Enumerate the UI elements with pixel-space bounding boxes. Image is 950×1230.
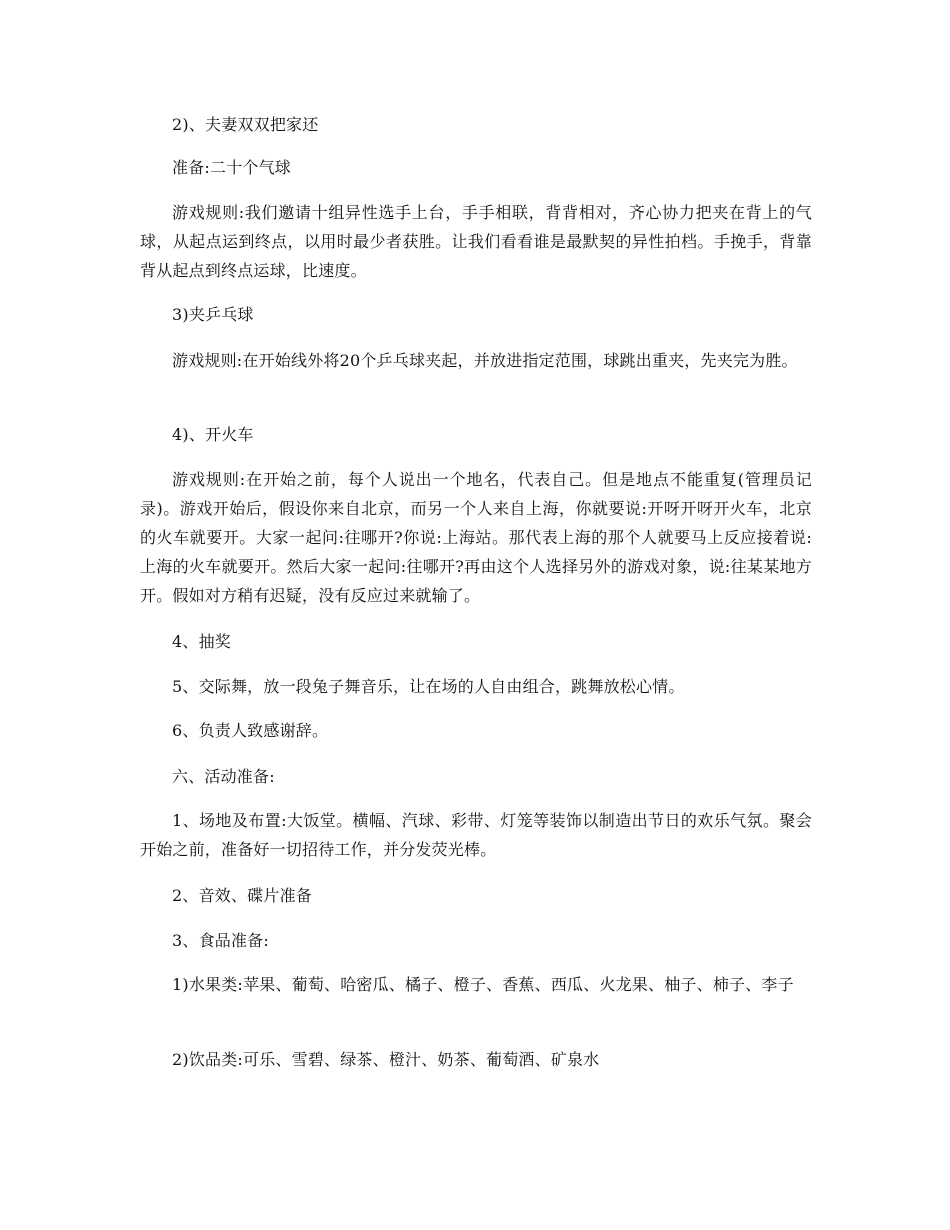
paragraph-lottery: 4、抽奖: [172, 632, 231, 651]
paragraph-rules-pingpong: 游戏规则:在开始线外将20个乒乓球夹起，并放进指定范围，球跳出重夹，先夹完为胜。: [172, 351, 798, 370]
section-heading-preparation: 六、活动准备:: [172, 767, 275, 786]
paragraph-rules-couples: 游戏规则:我们邀请十组异性选手上台，手手相联，背背相对，齐心协力把夹在背上的气球，从起点运到终点，以用时最少者获胜。让我们看看谁是最默契的异性拍档。手挽手，背靠背从起点到终点运球，比速度。: [140, 203, 812, 280]
paragraph-rules-train: 游戏规则:在开始之前，每个人说出一个地名，代表自己。但是地点不能重复(管理员记录)。游戏开始后，假设你来自北京，而另一个人来自上海，你就要说:开呀开呀开火车，北京的火车就要开。大家一起问:往哪开?你说:上海站。那代表上海的那个人就要马上反应接着说:上海的火车就要开。然后大家一起问:往哪开?再由这个人选择另外的游戏对象，说:往某某地方开。假如对方稍有迟疑，没有反应过来就输了。: [140, 470, 812, 605]
paragraph-drinks: 2)饮品类:可乐、雪碧、绿茶、橙汁、奶茶、葡萄酒、矿泉水: [172, 1050, 600, 1069]
paragraph-audio: 2、音效、碟片准备: [172, 886, 312, 905]
paragraph-fruits: 1)水果类:苹果、葡萄、哈密瓜、橘子、橙子、香蕉、西瓜、火龙果、柚子、柿子、李子: [172, 975, 794, 994]
paragraph-dance: 5、交际舞，放一段兔子舞音乐，让在场的人自由组合，跳舞放松心情。: [172, 677, 685, 696]
paragraph-game-pingpong: 3)夹乒乓球: [172, 305, 254, 324]
paragraph-game-couples: 2)、夫妻双双把家还: [172, 115, 319, 134]
paragraph-game-train: 4)、开火车: [172, 425, 254, 444]
paragraph-prep-balloons: 准备:二十个气球: [172, 158, 291, 177]
paragraph-thanks: 6、负责人致感谢辞。: [172, 721, 329, 740]
paragraph-venue: 1、场地及布置:大饭堂。横幅、汽球、彩带、灯笼等装饰以制造出节日的欢乐气氛。聚会开始之前，准备好一切招待工作，并分发荧光棒。: [140, 811, 812, 859]
paragraph-food: 3、食品准备:: [172, 931, 269, 950]
